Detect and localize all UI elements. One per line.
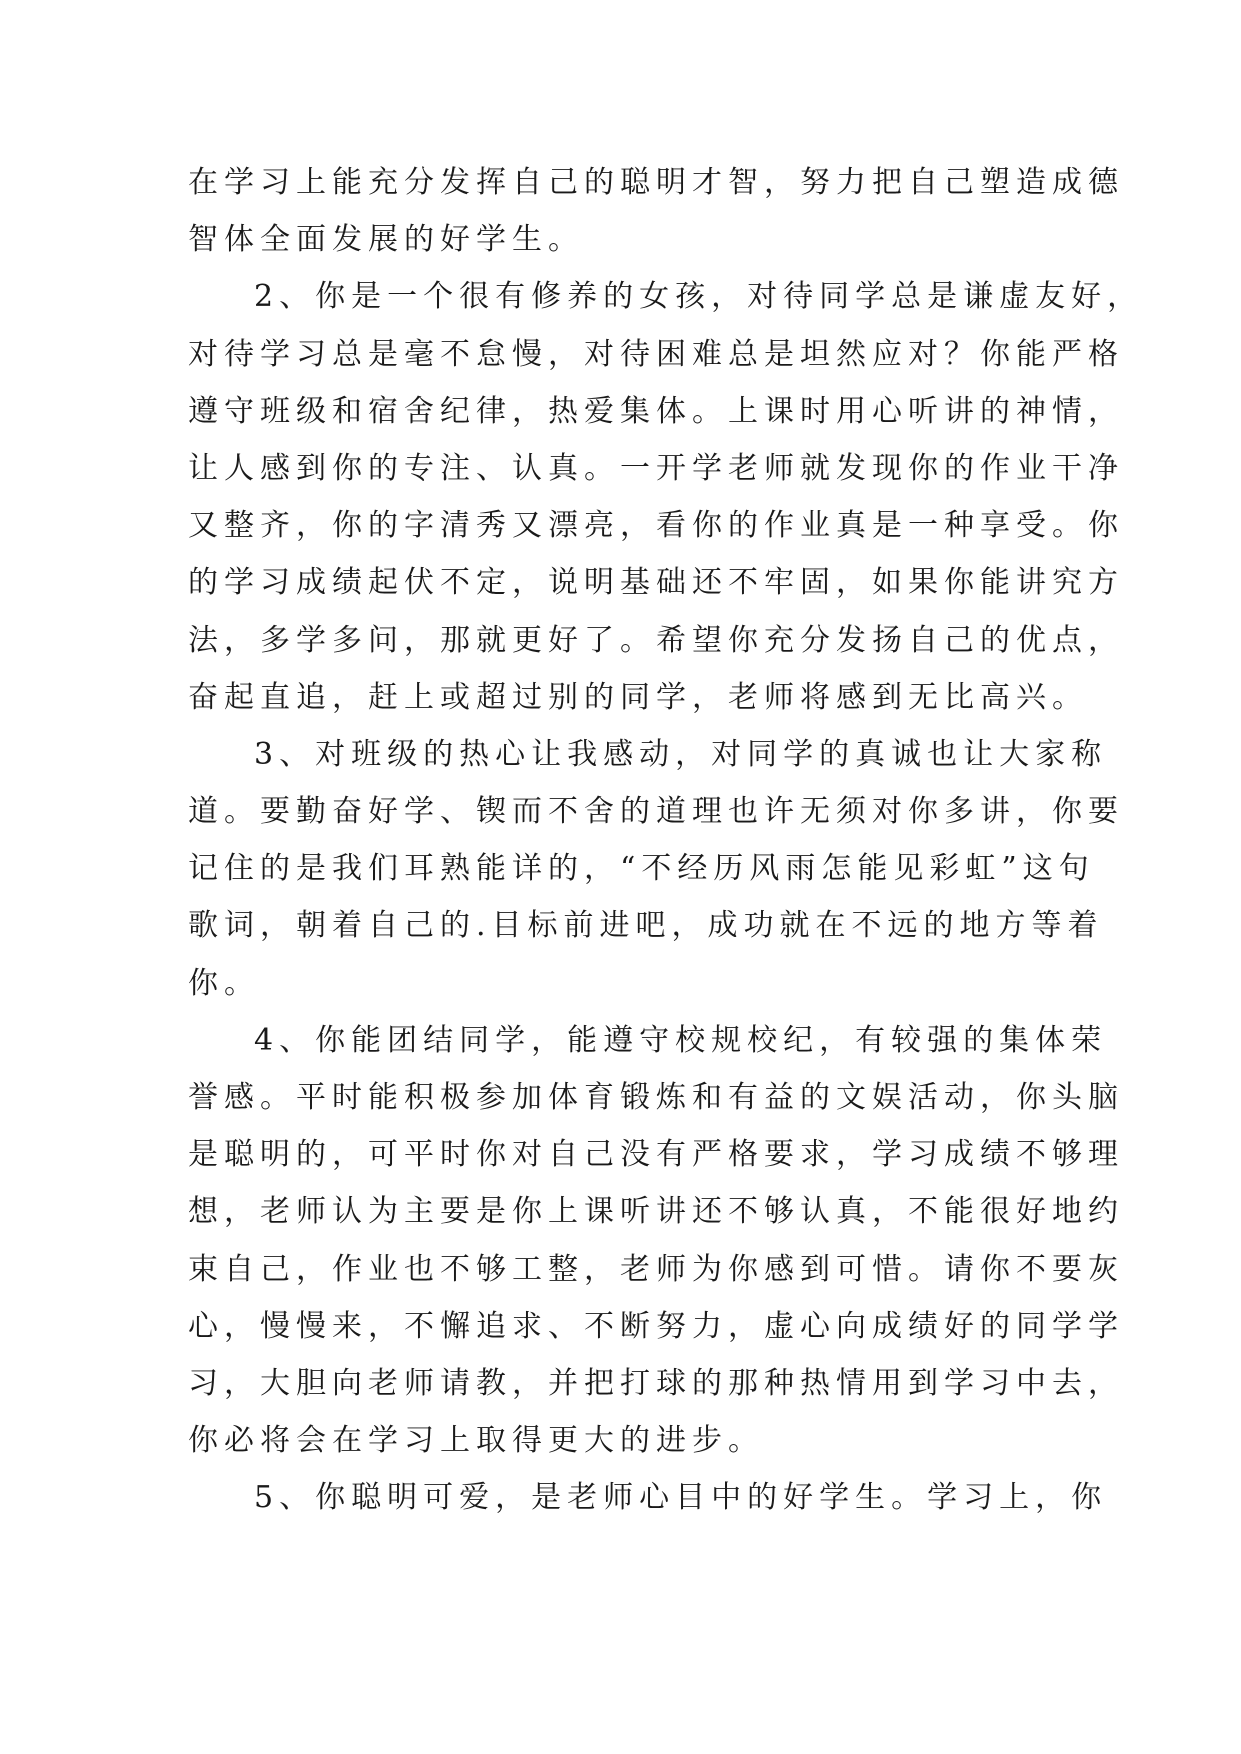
text-line: 你必将会在学习上取得更大的进步。 (188, 1423, 764, 1459)
text-line: 又整齐，你的字清秀又漂亮，看你的作业真是一种享受。你 (188, 508, 1124, 544)
text-line: 对待学习总是毫不怠慢，对待困难总是坦然应对？你能严格 (188, 336, 1124, 372)
paragraph-start-line: 3、对班级的热心让我感动，对同学的真诚也让大家称 (254, 736, 1108, 772)
text-line: 誉感。平时能积极参加体育锻炼和有益的文娱活动，你头脑 (188, 1080, 1124, 1115)
paragraph-start-line: 5、你聪明可爱，是老师心目中的好学生。学习上，你 (254, 1480, 1108, 1516)
text-line: 你。 (188, 965, 260, 1001)
text-line: 智体全面发展的好学生。 (188, 222, 584, 258)
text-line: 法，多学多问，那就更好了。希望你充分发扬自己的优点， (188, 622, 1124, 658)
paragraph-start-line: 4、你能团结同学，能遵守校规校纪，有较强的集体荣 (254, 1022, 1108, 1058)
text-line: 遵守班级和宿舍纪律，热爱集体。上课时用心听讲的神情， (188, 393, 1124, 429)
text-line: 束自己，作业也不够工整，老师为你感到可惜。请你不要灰 (188, 1251, 1124, 1287)
text-line: 的学习成绩起伏不定，说明基础还不牢固，如果你能讲究方 (188, 565, 1124, 601)
text-line: 奋起直追，赶上或超过别的同学，老师将感到无比高兴。 (188, 679, 1088, 715)
text-line: 习，大胆向老师请教，并把打球的那种热情用到学习中去， (188, 1365, 1124, 1401)
document-body (188, 154, 1144, 1527)
text-line: 想，老师认为主要是你上课听讲还不够认真，不能很好地约 (188, 1194, 1124, 1230)
text-line: 道。要勤奋好学、锲而不舍的道理也许无须对你多讲，你要 (188, 794, 1124, 830)
text-line: 在学习上能充分发挥自己的聪明才智，努力把自己塑造成德 (188, 165, 1124, 200)
text-line: 是聪明的，可平时你对自己没有严格要求，学习成绩不够理 (188, 1137, 1124, 1173)
text-line: 记住的是我们耳熟能详的，“不经历风雨怎能见彩虹”这句 (188, 851, 1095, 887)
text-line: 让人感到你的专注、认真。一开学老师就发现你的作业干净 (188, 450, 1124, 486)
paragraph-start-line: 2、你是一个很有修养的女孩，对待同学总是谦虚友好， (254, 279, 1144, 315)
text-line: 心，慢慢来，不懈追求、不断努力，虚心向成绩好的同学学 (188, 1308, 1124, 1344)
text-line: 歌词，朝着自己的.目标前进吧，成功就在不远的地方等着 (188, 908, 1104, 944)
